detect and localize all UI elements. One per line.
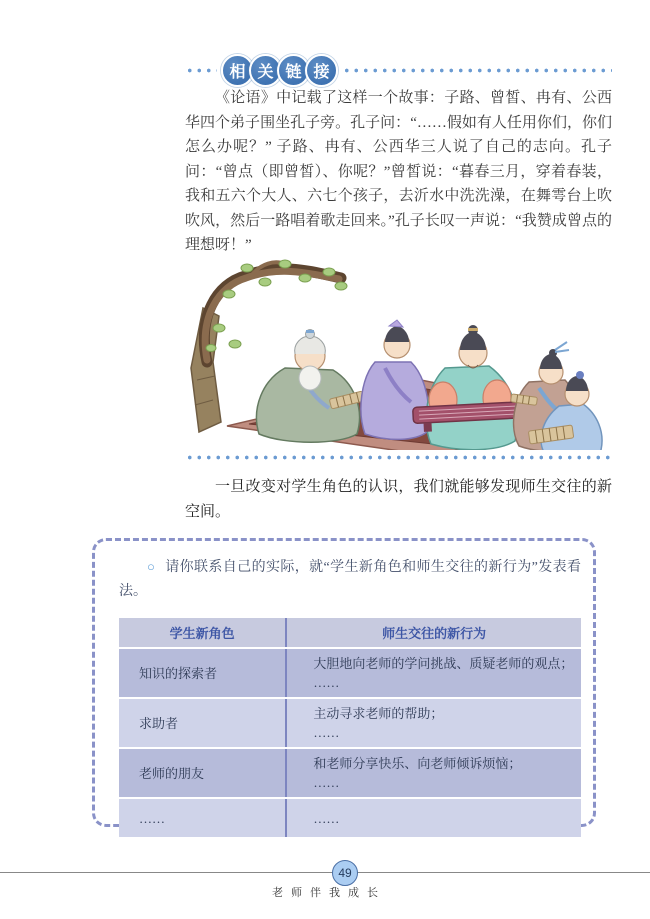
table-header-behavior: 师生交往的新行为 bbox=[285, 618, 581, 647]
role-cell: 知识的探索者 bbox=[119, 649, 285, 697]
role-cell: 求助者 bbox=[119, 699, 285, 747]
badge-char: 相 bbox=[221, 54, 254, 87]
table-row bbox=[119, 649, 581, 697]
lead-paragraph: 一旦改变对学生角色的认识，我们就能够发现师生交往的新空间。 bbox=[185, 478, 612, 520]
activity-prompt bbox=[119, 555, 581, 604]
badge-char: 链 bbox=[277, 54, 310, 87]
related-links-header bbox=[185, 52, 612, 88]
footer-rule bbox=[0, 872, 650, 873]
role-cell: 老师的朋友 bbox=[119, 749, 285, 797]
circle-bullet-icon: ○ bbox=[147, 559, 156, 574]
table-header-row bbox=[119, 618, 581, 647]
confucius-illustration bbox=[185, 250, 612, 450]
badge-char: 接 bbox=[305, 54, 338, 87]
page-number-badge: 49 bbox=[332, 860, 358, 886]
dotted-rule-left bbox=[185, 68, 217, 73]
behavior-cell: …… bbox=[285, 799, 581, 837]
activity-box bbox=[92, 538, 596, 827]
badge-char: 关 bbox=[249, 54, 282, 87]
activity-prompt-text: 请你联系自己的实际，就“学生新角色和师生交往的新行为”发表看法。 bbox=[119, 560, 581, 599]
analects-story-paragraph: 《论语》中记载了这样一个故事：子路、曾皙、冉有、公西华四个弟子围坐孔子旁。孔子问：“……假如有人任用你们，你们怎么办呢？” 子路、冉有、公西华三人说了自己的志向。孔子问：“曾点（即曾皙）、你呢？”曾皙说：“暮春三月，穿着春装，我和五六个大人、六七个孩子，去沂水中洗洗澡，在舞雩台上吹吹风，然后一路唱着歌走回来。”孔子长叹一声说：“我赞成曾点的理想呀！” bbox=[185, 90, 612, 253]
dotted-rule-right bbox=[342, 68, 612, 73]
related-links-badge bbox=[221, 54, 338, 87]
table-row bbox=[119, 749, 581, 797]
role-cell: …… bbox=[119, 799, 285, 837]
table-header-role: 学生新角色 bbox=[119, 618, 285, 647]
dotted-divider bbox=[185, 455, 612, 460]
table-row bbox=[119, 799, 581, 837]
book-title: 老师伴我成长 bbox=[272, 887, 386, 899]
behavior-cell: 主动寻求老师的帮助； …… bbox=[285, 699, 581, 747]
table-body bbox=[119, 649, 581, 837]
behavior-cell: 和老师分享快乐、向老师倾诉烦恼； …… bbox=[285, 749, 581, 797]
table-row bbox=[119, 699, 581, 747]
behavior-cell: 大胆地向老师的学问挑战、质疑老师的观点； …… bbox=[285, 649, 581, 697]
confucius-and-students-drawing bbox=[189, 250, 609, 450]
roles-table bbox=[119, 618, 581, 837]
